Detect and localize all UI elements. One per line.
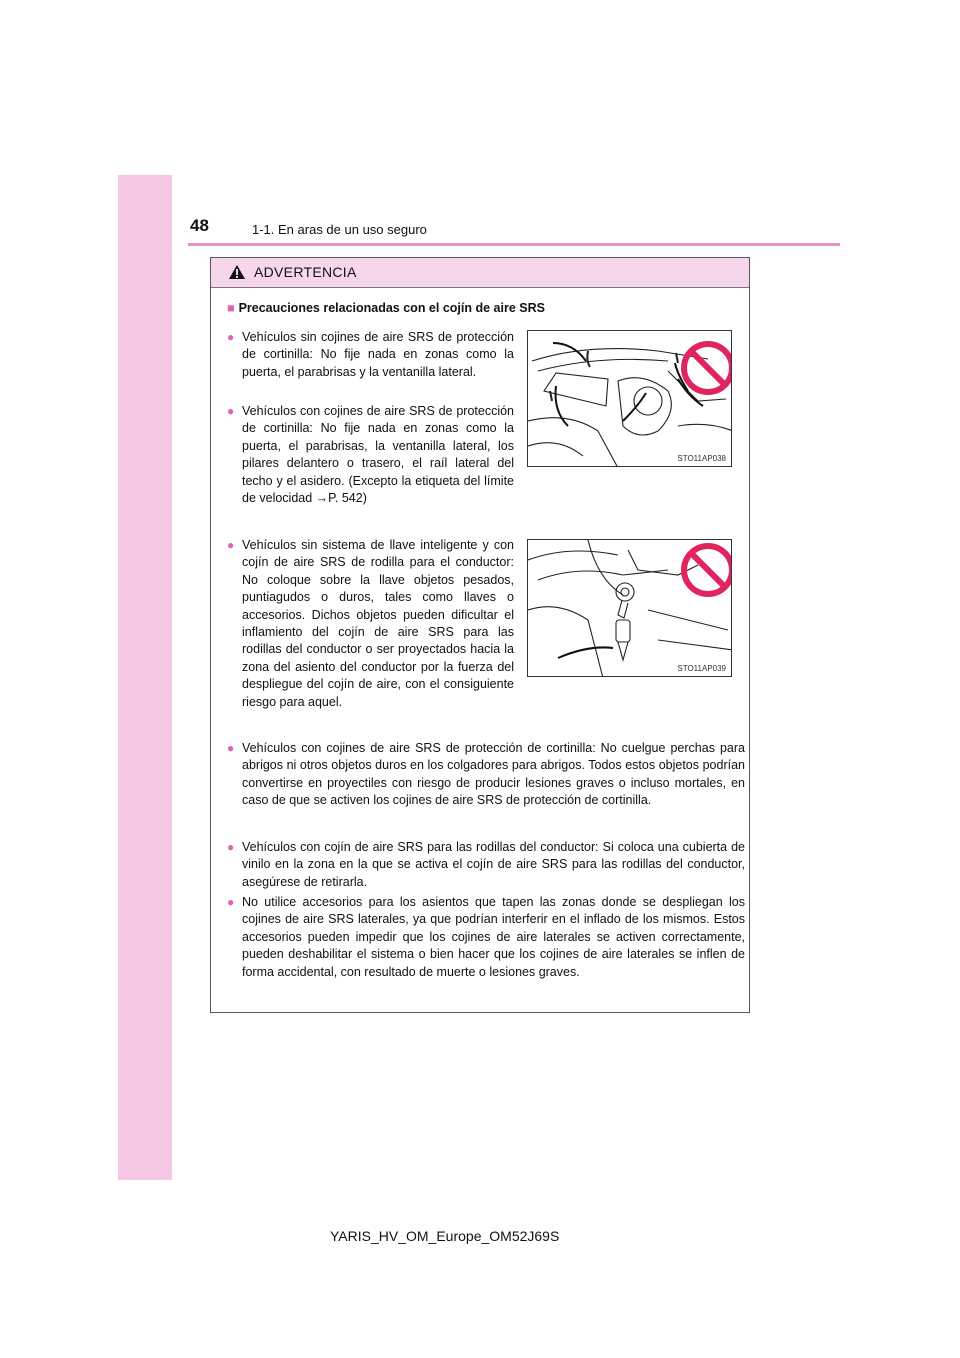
bullet-icon: ●	[227, 330, 235, 344]
bullet-icon: ●	[227, 404, 235, 418]
list-item-text: Vehículos con cojín de aire SRS para las rodillas del conductor: Si coloca una cubierta de vinilo en la zona en la que se activa el cojín de aire SRS para las rodillas del conductor, asegúrese de retirarla.	[242, 840, 745, 889]
figure-code: STO11AP039	[677, 664, 726, 673]
list-item-text: No utilice accesorios para los asientos que tapen las zonas donde se despliegan los cojines de aire SRS laterales, ya que podrían interferir en el inflado de los mismos. Estos accesorios pueden impedir que los cojines de aire laterales se activen correctamente, pueden deshabilitar el sistema o bien hacer que los cojines de aire laterales se inflen de forma accidental, con resultado de muerte o lesiones graves.	[242, 895, 745, 979]
list-item-text: Vehículos con cojines de aire SRS de protección de cortinilla: No fije nada en zonas como la puerta, el parabrisas, la ventanilla lateral, los pilares delantero o trasero, el raíl lateral del techo y el asidero. (Excepto la etiqueta del límite de velocidad →P. 542)	[242, 404, 514, 506]
figure-code: STO11AP038	[677, 454, 726, 463]
bullet-icon: ●	[227, 895, 235, 909]
section-title: 1-1. En aras de un uso seguro	[252, 222, 427, 237]
warning-header	[211, 258, 749, 288]
page-number: 48	[190, 216, 209, 235]
document-id: YARIS_HV_OM_Europe_OM52J69S	[330, 1228, 560, 1244]
bullet-icon: ●	[227, 840, 235, 854]
warning-box	[210, 257, 750, 1013]
car-interior-illustration	[528, 331, 732, 467]
ignition-key-illustration	[528, 540, 732, 677]
side-band	[118, 175, 172, 1180]
figure-interior-roof	[527, 330, 732, 467]
bullet-icon: ●	[227, 538, 235, 552]
bullet-icon: ●	[227, 741, 235, 755]
prohibition-icon	[684, 546, 732, 594]
prohibition-icon	[684, 344, 732, 392]
warning-triangle-icon	[228, 264, 246, 280]
list-item-text: Vehículos sin sistema de llave inteligente y con cojín de aire SRS de rodilla para el conductor: No coloque sobre la llave objetos pesados, puntiagudos o duros, tales como llaves o accesorios. Dichos objetos pueden dificultar el inflamiento del cojín de aire SRS para las rodillas del conductor o ser proyectados hacia la zona del asiento del conductor por la fuerza del despliegue del cojín de aire, con el consiguiente riesgo para aquel.	[242, 538, 514, 709]
warning-title: ADVERTENCIA	[254, 264, 357, 280]
square-bullet-icon: ■	[227, 301, 235, 315]
warning-subheading	[227, 301, 545, 315]
list-item-text: Vehículos con cojines de aire SRS de protección de cortinilla: No cuelgue perchas para abrigos ni otros objetos duros en los colgadores para abrigos. Todos estos objetos podrían convertirse en proyectiles con riesgo de producir lesiones graves o incluso mortales, en caso de que se activen los cojines de aire SRS de protección de cortinilla.	[242, 741, 745, 808]
subheading-text: Precauciones relacionadas con el cojín de aire SRS	[238, 301, 545, 315]
figure-ignition-key	[527, 539, 732, 677]
header-rule	[188, 243, 840, 246]
list-item-text: Vehículos sin cojines de aire SRS de protección de cortinilla: No fije nada en zonas como la puerta, el parabrisas y la ventanilla lateral.	[242, 330, 514, 379]
